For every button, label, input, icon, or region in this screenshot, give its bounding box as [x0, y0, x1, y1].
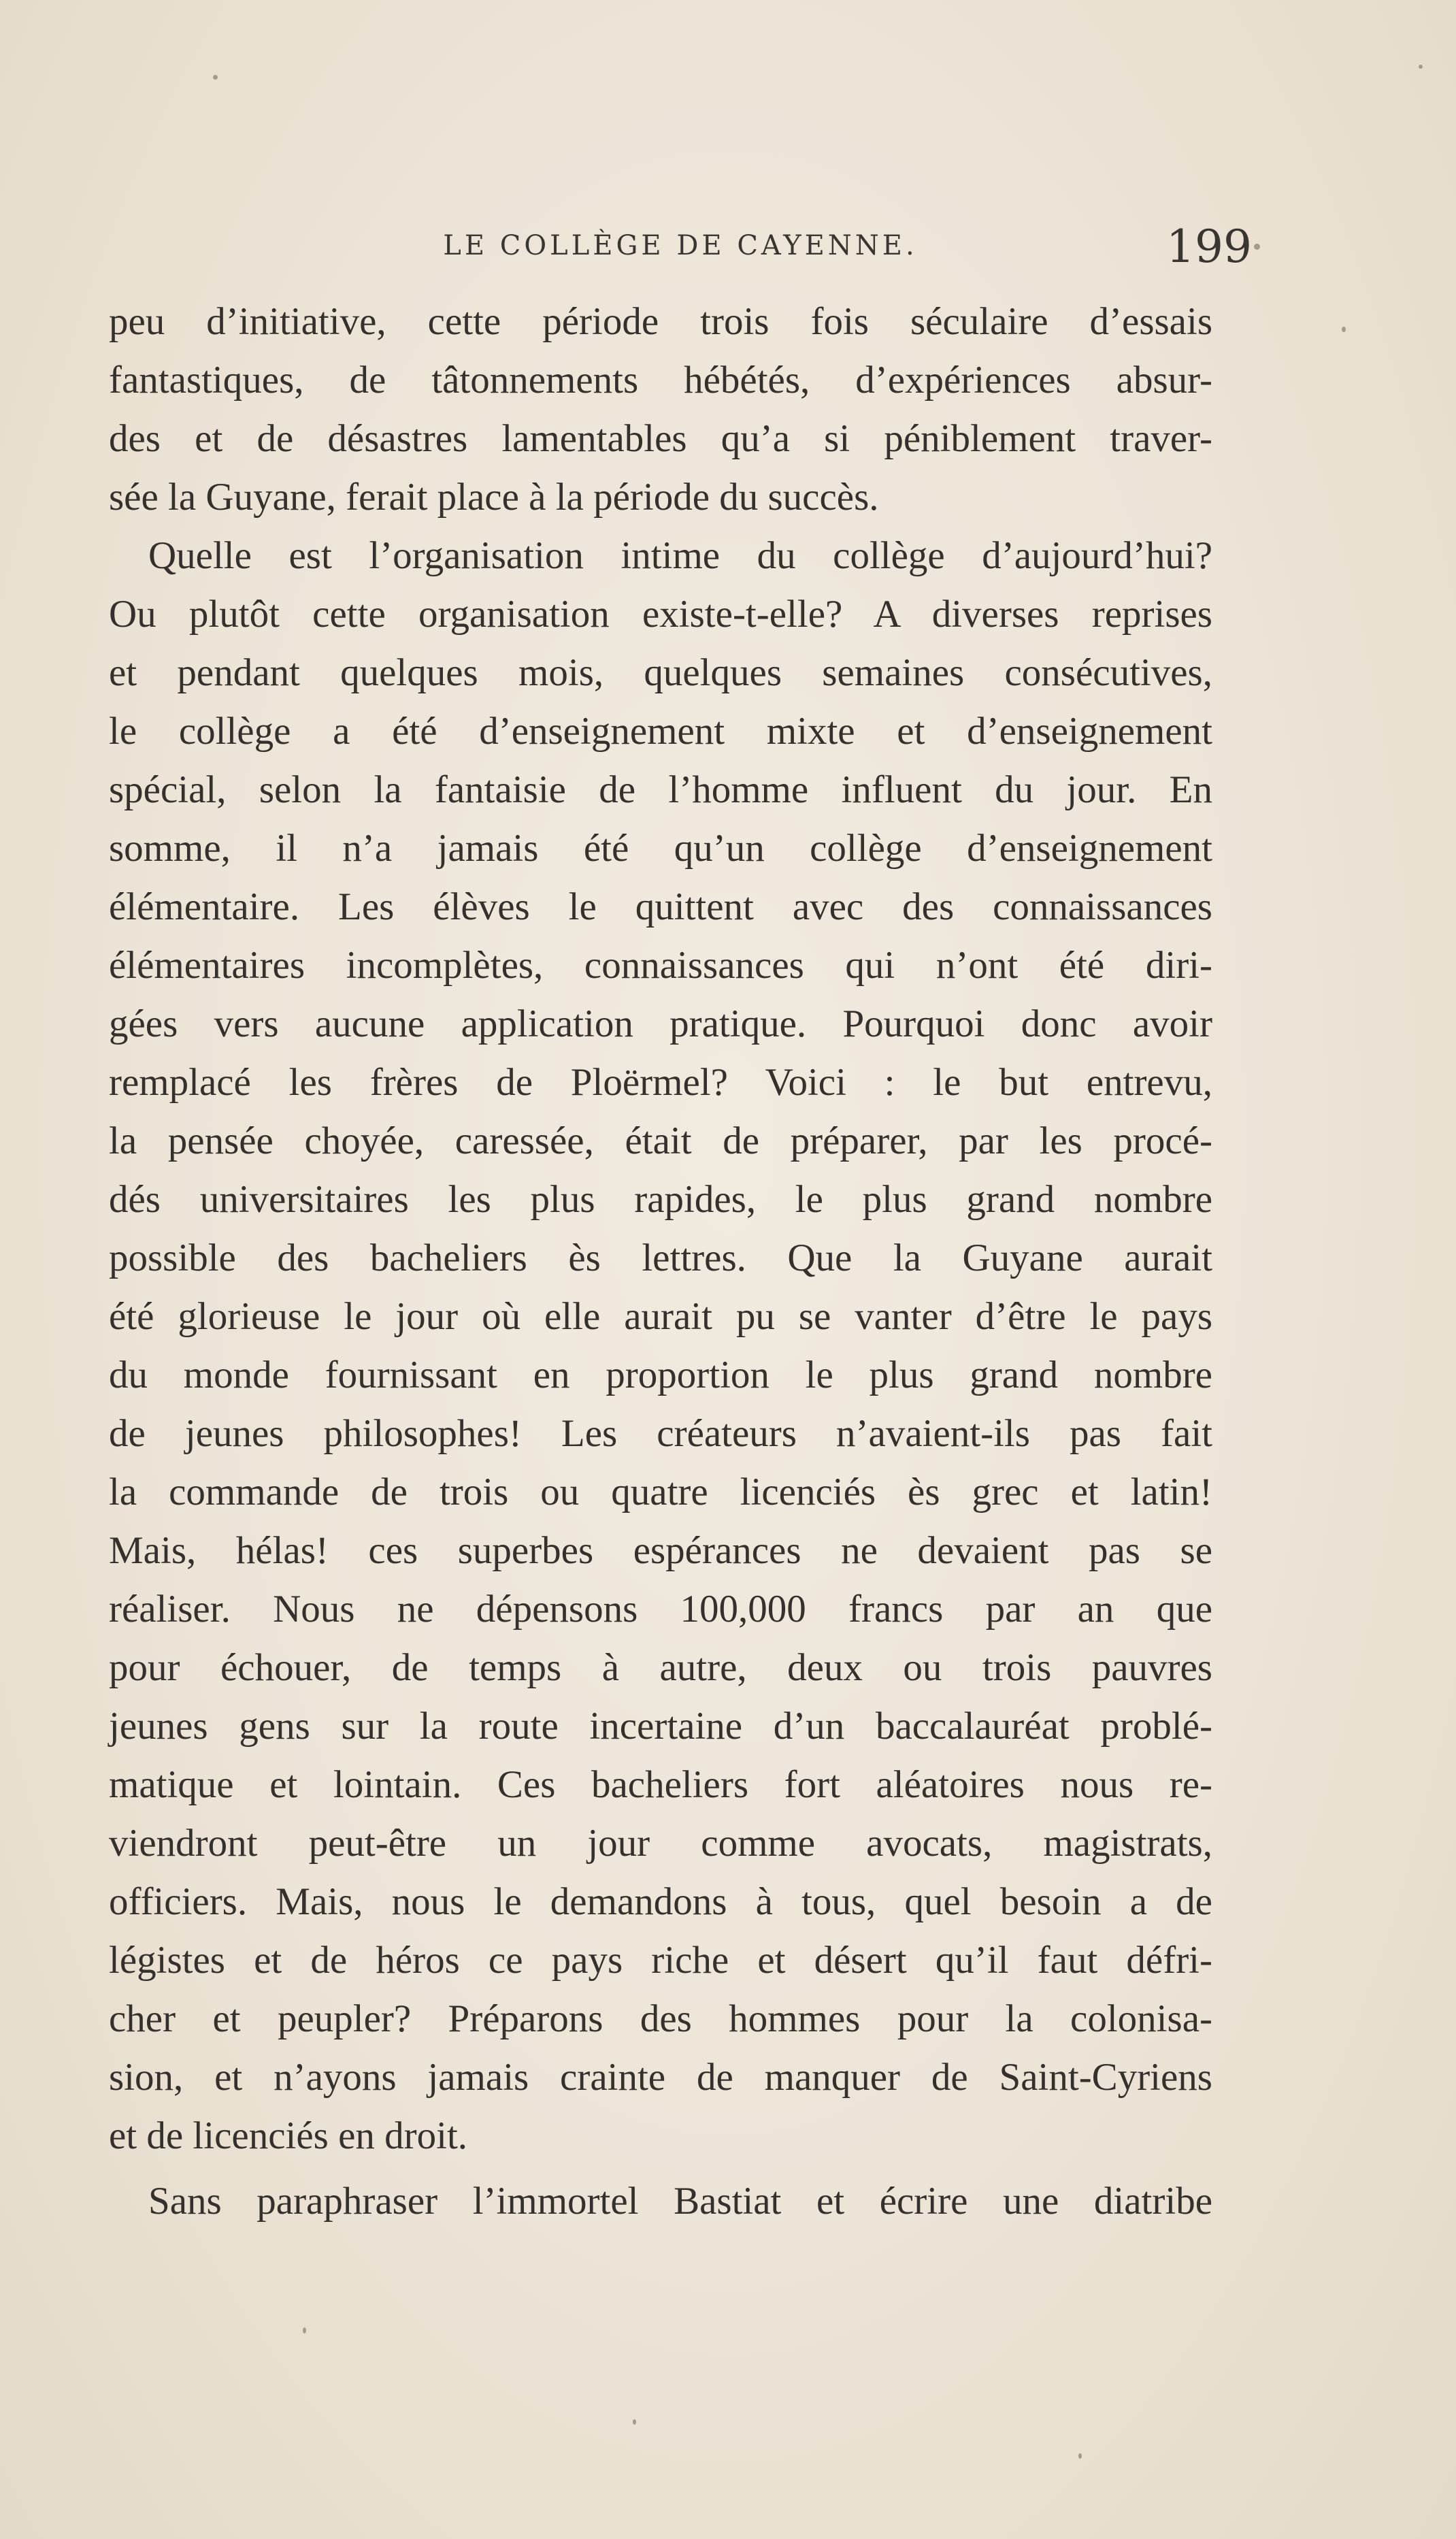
text-line: remplacé les frères de Ploërmel? Voici : le but entrevu, — [109, 1061, 1212, 1104]
text-line: spécial, selon la fantaisie de l’homme influent du jour. En — [109, 768, 1212, 811]
body-text — [109, 293, 1212, 2231]
page-number: 199 — [1166, 220, 1252, 273]
text-line: Mais, hélas! ces superbes espérances ne devaient pas se — [109, 1529, 1212, 1572]
text-line: gées vers aucune application pratique. Pourquoi donc avoir — [109, 1002, 1212, 1045]
text-line: légistes et de héros ce pays riche et désert qu’il faut défri- — [109, 1939, 1212, 1982]
text-line: matique et lointain. Ces bacheliers fort aléatoires nous re- — [109, 1763, 1212, 1806]
paper-speck — [1254, 244, 1260, 250]
text-line: et pendant quelques mois, quelques semaines consécutives, — [109, 651, 1212, 694]
text-line: élémentaire. Les élèves le quittent avec des connaissances — [109, 885, 1212, 928]
text-line: sion, et n’ayons jamais crainte de manquer de Saint-Cyriens — [109, 2056, 1212, 2099]
text-line: des et de désastres lamentables qu’a si péniblement traver- — [109, 417, 1212, 460]
text-line: Quelle est l’organisation intime du collège d’aujourd’hui? — [148, 534, 1212, 577]
text-line: la commande de trois ou quatre licenciés ès grec et latin! — [109, 1471, 1212, 1513]
paper-speck — [1342, 327, 1346, 332]
text-line: été glorieuse le jour où elle aurait pu se vanter d’être le pays — [109, 1295, 1212, 1338]
text-line: Sans paraphraser l’immortel Bastiat et écrire une diatribe — [148, 2180, 1212, 2223]
text-line: officiers. Mais, nous le demandons à tous, quel besoin a de — [109, 1880, 1212, 1923]
text-line: peu d’initiative, cette période trois fois séculaire d’essais — [109, 300, 1212, 343]
running-title: LE COLLÈGE DE CAYENNE. — [443, 230, 918, 261]
text-line: Ou plutôt cette organisation existe-t-elle? A diverses reprises — [109, 593, 1212, 636]
text-line: somme, il n’a jamais été qu’un collège d’enseignement — [109, 827, 1212, 870]
paper-speck — [1419, 65, 1423, 69]
text-line: sée la Guyane, ferait place à la période du succès. — [109, 476, 879, 519]
paper-speck — [1078, 2453, 1082, 2459]
text-line: fantastiques, de tâtonnements hébétés, d’expériences absur- — [109, 359, 1212, 402]
text-line: élémentaires incomplètes, connaissances qui n’ont été diri- — [109, 944, 1212, 987]
text-line: viendront peut-être un jour comme avocats, magistrats, — [109, 1822, 1212, 1865]
paper-speck — [303, 2327, 306, 2333]
paper-speck — [633, 2419, 636, 2425]
text-line: du monde fournissant en proportion le plus grand nombre — [109, 1354, 1212, 1396]
text-line: cher et peupler? Préparons des hommes pour la colonisa- — [109, 1997, 1212, 2040]
text-line: dés universitaires les plus rapides, le plus grand nombre — [109, 1178, 1212, 1221]
text-line: de jeunes philosophes! Les créateurs n’avaient-ils pas fait — [109, 1412, 1212, 1455]
text-line: pour échouer, de temps à autre, deux ou trois pauvres — [109, 1646, 1212, 1689]
text-line: et de licenciés en droit. — [109, 2114, 468, 2157]
text-line: jeunes gens sur la route incertaine d’un baccalauréat problé- — [109, 1705, 1212, 1748]
paper-speck — [213, 75, 218, 80]
text-line: le collège a été d’enseignement mixte et d’enseignement — [109, 710, 1212, 753]
text-line: possible des bacheliers ès lettres. Que la Guyane aurait — [109, 1236, 1212, 1279]
text-line: réaliser. Nous ne dépensons 100,000 francs par an que — [109, 1588, 1212, 1631]
running-head — [109, 220, 1252, 273]
text-line: la pensée choyée, caressée, était de préparer, par les procé- — [109, 1119, 1212, 1162]
